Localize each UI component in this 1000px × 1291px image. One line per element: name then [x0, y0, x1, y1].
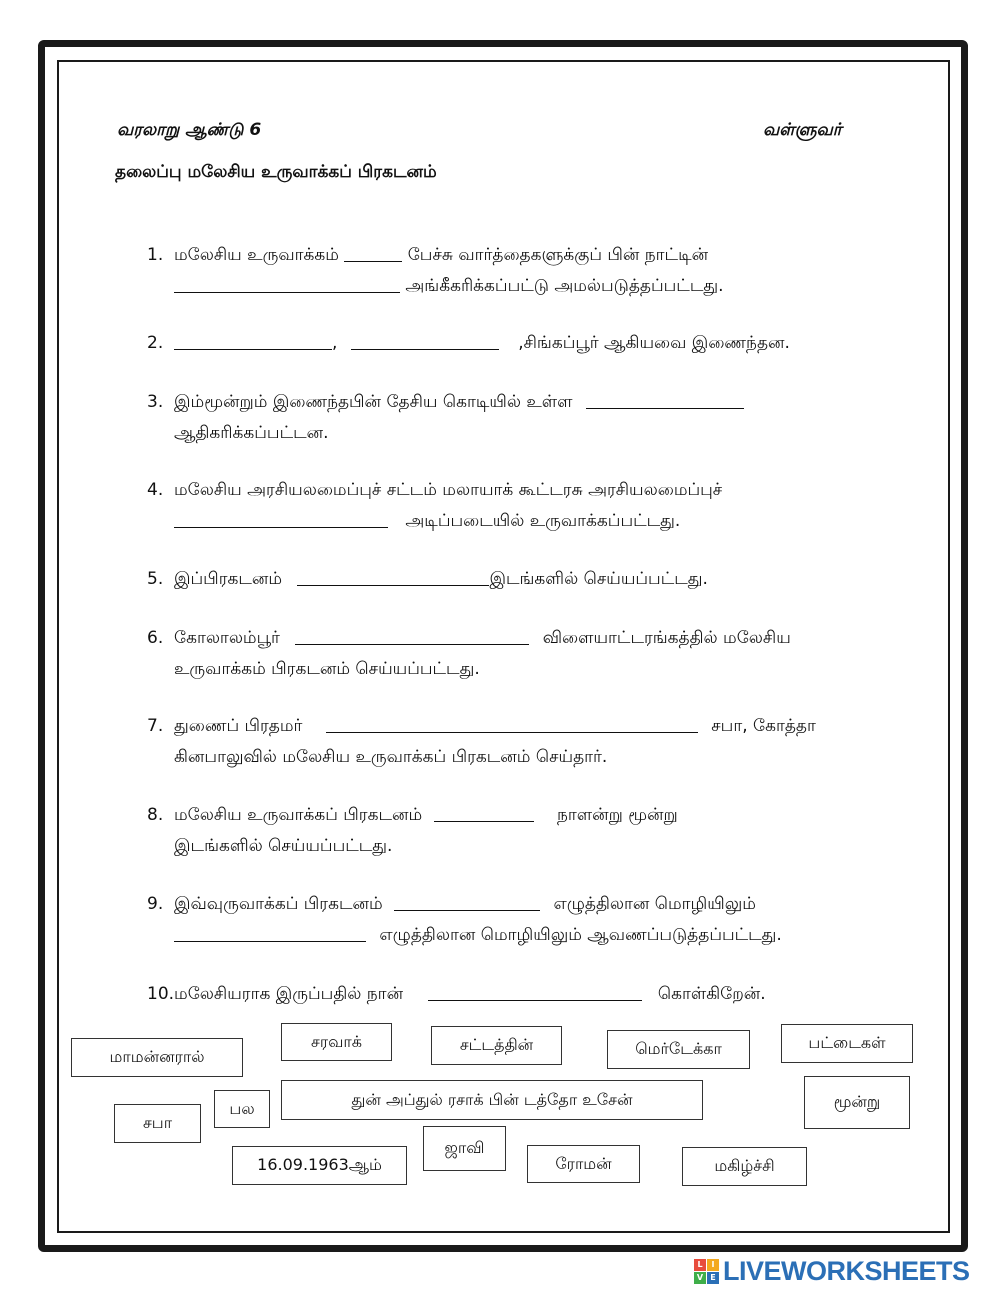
word-chip[interactable]: மெர்டேக்கா	[607, 1030, 750, 1069]
logo-icon: L I V E	[694, 1259, 719, 1284]
subject-heading: வரலாறு ஆண்டு 6	[117, 120, 262, 140]
question-3: 3. இம்மூன்றும் இணைந்தபின் தேசிய கொடியில் உள்ள ஆதிகரிக்கப்பட்டன.	[147, 387, 887, 449]
answer-blank[interactable]	[428, 982, 642, 1001]
question-1: 1. மலேசிய உருவாக்கம் பேச்சு வார்த்தைகளுக்குப் பின் நாட்டின் அங்கீகரிக்கப்பட்டு அமல்படுத்தப்பட்டது.	[147, 245, 724, 296]
word-chip[interactable]: துன் அப்துல் ரசாக் பின் டத்தோ உசேன்	[281, 1080, 703, 1120]
word-chip[interactable]: மாமன்னரால்	[71, 1038, 243, 1077]
question-7: 7. துணைப் பிரதமர் சபா, கோத்தா கினபாலுவில் மலேசிய உருவாக்கப் பிரகடனம் செய்தார்.	[147, 716, 816, 767]
answer-blank[interactable]	[295, 626, 529, 645]
question-10: 10.மலேசியராக இருப்பதில் நான் கொள்கிறேன்.	[147, 984, 766, 1004]
liveworksheets-logo	[694, 1254, 970, 1288]
worksheet-title: தலைப்பு மலேசிய உருவாக்கப் பிரகடனம்	[115, 162, 437, 182]
logo-text: LIVEWORKSHEETS	[723, 1255, 970, 1286]
answer-blank[interactable]	[344, 243, 402, 262]
answer-blank[interactable]	[297, 567, 489, 586]
word-chip[interactable]: சட்டத்தின்	[431, 1026, 562, 1065]
word-chip[interactable]: 16.09.1963ஆம்	[232, 1146, 407, 1185]
question-6: 6. கோலாலம்பூர் விளையாட்டரங்கத்தில் மலேசிய உருவாக்கம் பிரகடனம் செய்யப்பட்டது.	[147, 628, 791, 679]
answer-blank[interactable]	[351, 331, 499, 350]
word-chip[interactable]: மகிழ்ச்சி	[682, 1147, 807, 1186]
answer-blank[interactable]	[434, 803, 534, 822]
word-chip[interactable]: ஜாவி	[423, 1126, 506, 1171]
word-chip[interactable]: பல	[214, 1090, 270, 1128]
answer-blank[interactable]	[326, 714, 698, 733]
class-name: வள்ளுவர்	[763, 120, 842, 140]
answer-blank[interactable]	[174, 274, 400, 293]
question-5: 5. இப்பிரகடனம் இடங்களில் செய்யப்பட்டது.	[147, 569, 708, 589]
word-chip[interactable]: மூன்று	[804, 1076, 910, 1129]
answer-blank[interactable]	[586, 390, 744, 409]
word-chip[interactable]: பட்டைகள்	[781, 1024, 913, 1063]
question-9: 9. இவ்வுருவாக்கப் பிரகடனம் எழுத்திலான மொழியிலும் எழுத்திலான மொழியிலும் ஆவணப்படுத்தப்பட்டது.	[147, 894, 782, 945]
answer-blank[interactable]	[174, 923, 366, 942]
answer-blank[interactable]	[174, 509, 388, 528]
question-2: 2. , ,சிங்கப்பூர் ஆகியவை இணைந்தன.	[147, 333, 790, 353]
question-8: 8. மலேசிய உருவாக்கப் பிரகடனம் நாளன்று மூன்று இடங்களில் செய்யப்பட்டது.	[147, 805, 678, 856]
question-4: 4. மலேசிய அரசியலமைப்புச் சட்டம் மலாயாக் கூட்டரசு அரசியலமைப்புச் அடிப்படையில் உருவாக்கப்பட்டது.	[147, 480, 723, 531]
word-chip[interactable]: ரோமன்	[527, 1145, 640, 1183]
word-chip[interactable]: சரவாக்	[281, 1023, 392, 1061]
answer-blank[interactable]	[174, 331, 332, 350]
word-chip[interactable]: சபா	[114, 1104, 201, 1143]
answer-blank[interactable]	[394, 892, 540, 911]
